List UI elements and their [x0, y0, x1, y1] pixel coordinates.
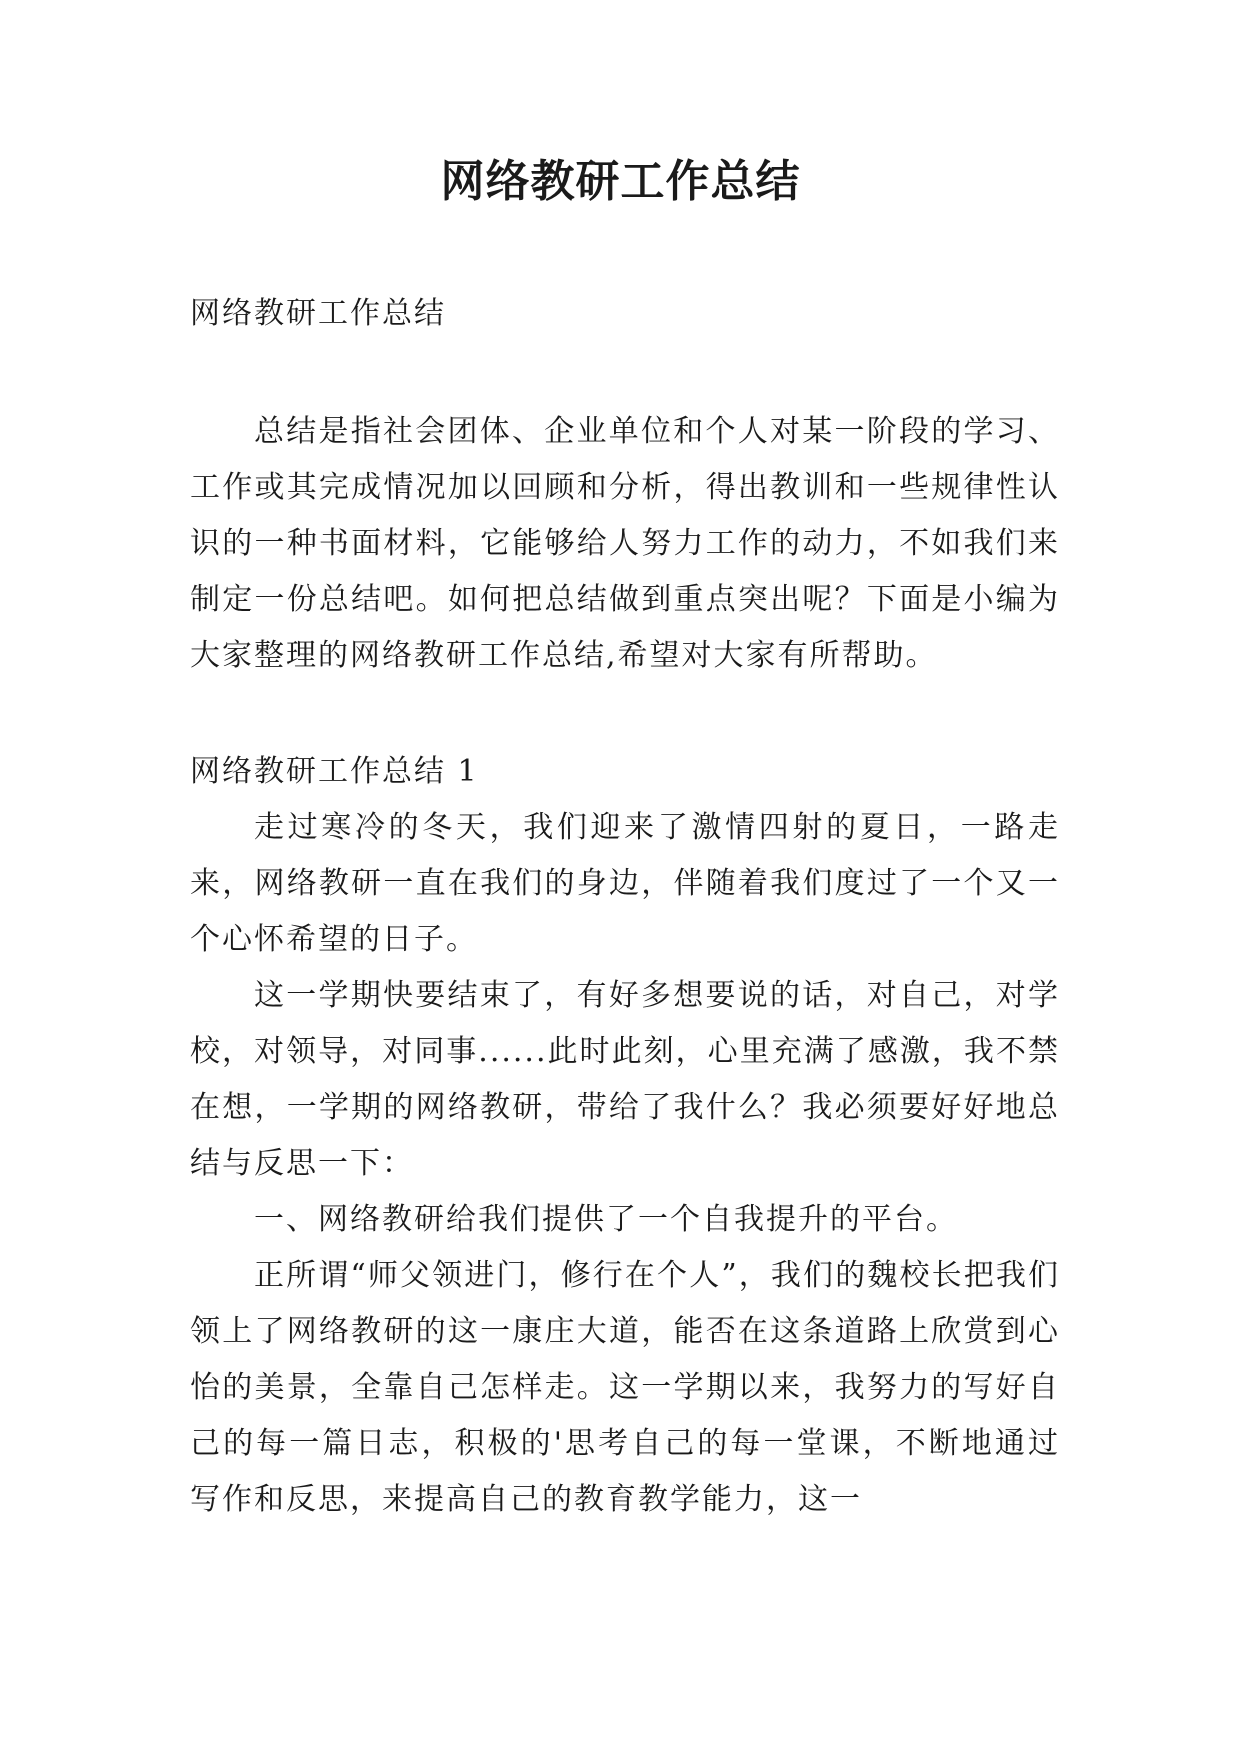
document-title: 网络教研工作总结	[440, 156, 801, 207]
body-paragraph: 一、网络教研给我们提供了一个自我提升的平台。	[254, 1202, 958, 1237]
intro-paragraph: 总结是指社会团体、企业单位和个人对某一阶段的学习、工作或其完成情况加以回顾和分析，得出教训和一些规律性认识的一种书面材料，它能够给人努力工作的动力，不如我们来制定一份总结吧。如何把总结做到重点突出呢？下面是小编为大家整理的网络教研工作总结,希望对大家有所帮助。	[190, 414, 1060, 673]
document-body	[190, 286, 1060, 1528]
spacer	[190, 684, 1060, 744]
spacer	[190, 342, 1060, 404]
document-subtitle: 网络教研工作总结	[190, 296, 446, 331]
section-heading: 网络教研工作总结 1	[190, 754, 479, 789]
body-paragraph: 走过寒冷的冬天，我们迎来了激情四射的夏日，一路走来，网络教研一直在我们的身边，伴随着我们度过了一个又一个心怀希望的日子。	[190, 810, 1060, 957]
body-paragraph: 这一学期快要结束了，有好多想要说的话，对自己，对学校，对领导，对同事......此时此刻，心里充满了感激，我不禁在想，一学期的网络教研，带给了我什么？我必须要好好地总结与反思一下：	[190, 978, 1060, 1181]
body-paragraph: 正所谓“师父领进门，修行在个人”，我们的魏校长把我们领上了网络教研的这一康庄大道，能否在这条道路上欣赏到心怡的美景，全靠自己怎样走。这一学期以来，我努力的写好自己的每一篇日志，积极的'思考自己的每一堂课，不断地通过写作和反思，来提高自己的教育教学能力，这一	[190, 1258, 1060, 1517]
